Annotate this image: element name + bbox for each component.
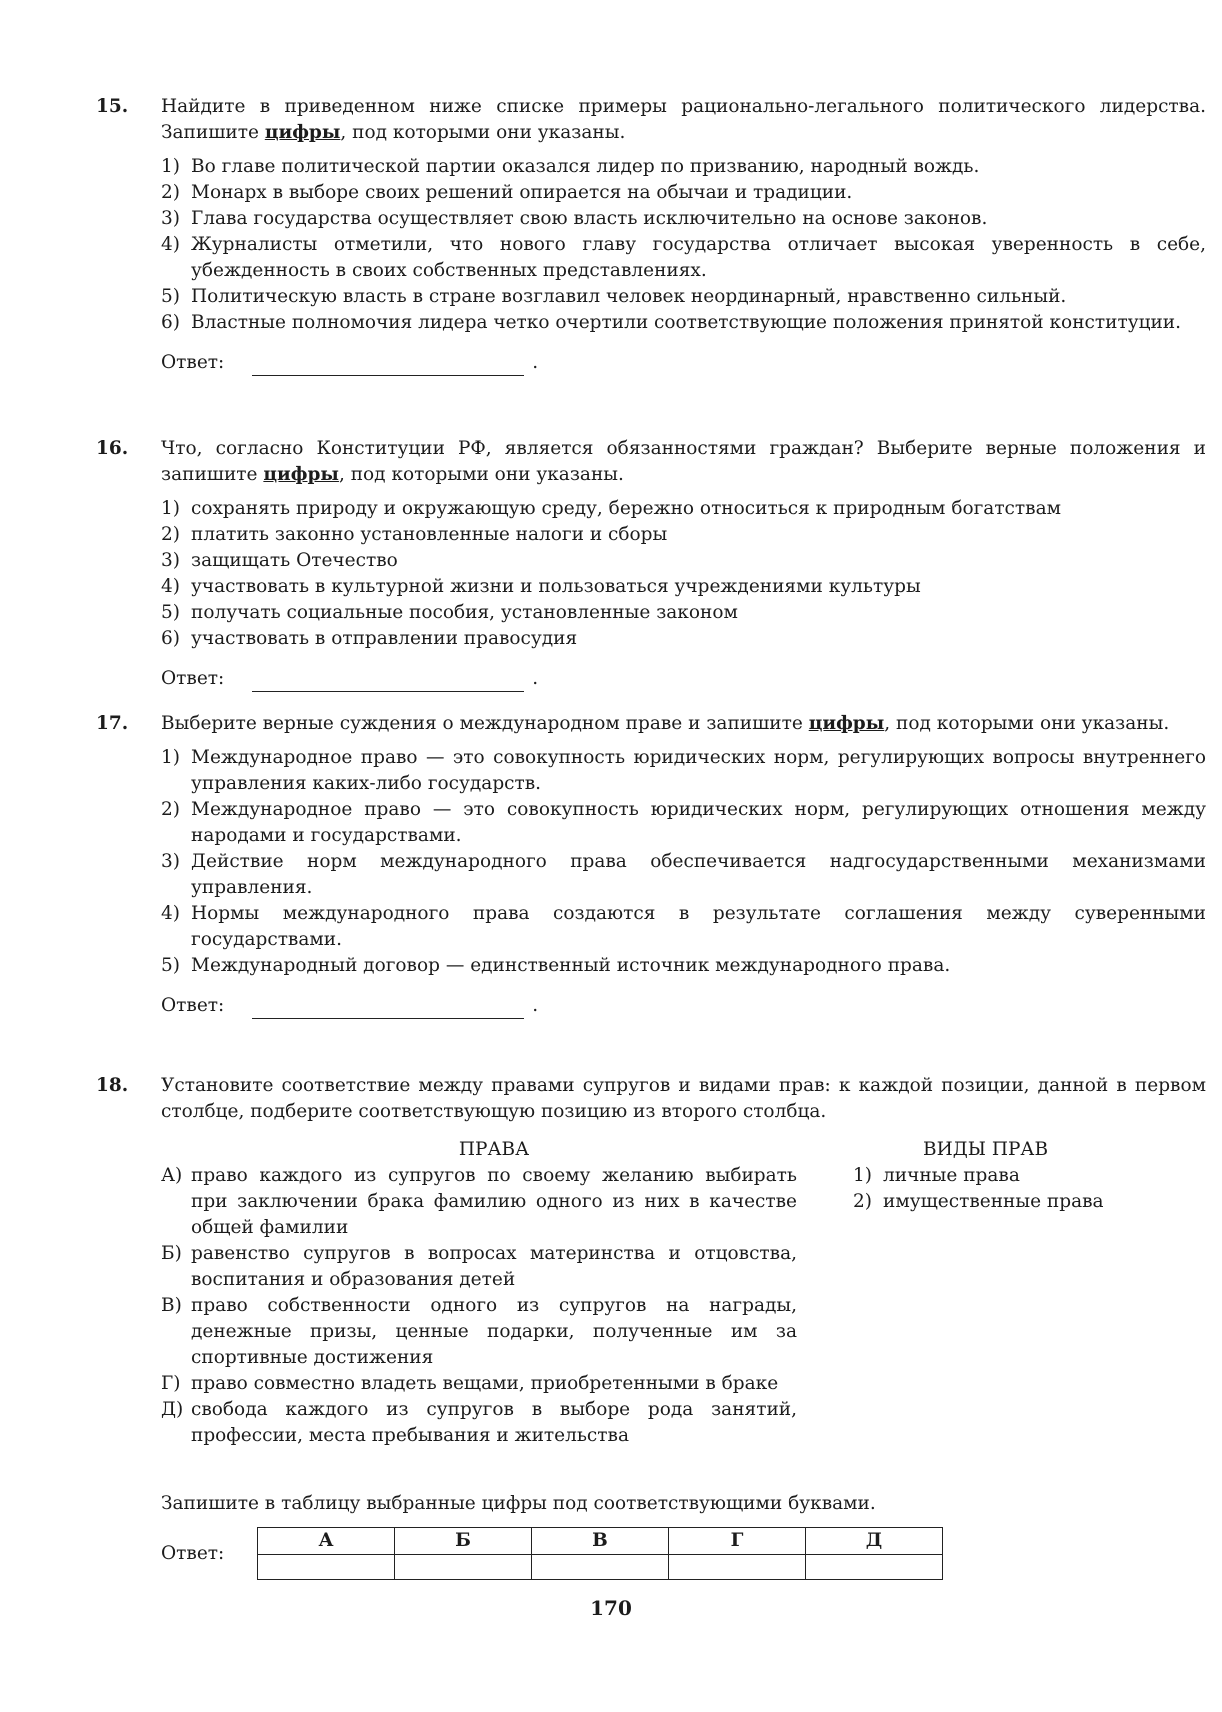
page-number: 170: [590, 1596, 632, 1620]
option-item: 5) Политическую власть в стране возглавил человек неординарный, нравственно сильный.: [161, 286, 1067, 307]
table-header-cell: Г: [669, 1528, 806, 1555]
task-number: 15.: [96, 96, 129, 117]
answer-label: Ответ:: [161, 352, 225, 373]
matching-columns: [161, 1137, 1206, 1483]
table-instruction: Запишите в таблицу выбранные цифры под соответствующими буквами.: [161, 1493, 876, 1514]
table-answer-cell[interactable]: [395, 1555, 532, 1580]
answer-field[interactable]: [252, 998, 524, 1019]
answer-row: Ответ: .: [161, 350, 1206, 376]
answer-row: Ответ: .: [161, 666, 1206, 692]
emphasis-digits: цифры: [264, 122, 341, 143]
options-list: [161, 154, 1206, 336]
rights-types-column: [853, 1137, 1183, 1215]
option-item: 6) Властные полномочия лидера четко очертили соответствующие положения принятой конституции.: [161, 312, 1182, 333]
option-item: 3) Действие норм международного права обеспечивается надгосударственными механизмами управления.: [161, 851, 1206, 898]
task-question: Что, согласно Конституции РФ, является обязанностями граждан? Выберите верные положения и запишите цифры, под которыми они указаны.: [161, 438, 1206, 485]
emphasis-digits: цифры: [263, 464, 339, 485]
table-answer-cell[interactable]: [669, 1555, 806, 1580]
right-item: В) право собственности одного из супругов на награды, денежные призы, ценные подарки, полученные им за спортивные достижения: [161, 1295, 797, 1368]
task-15: [96, 94, 1206, 376]
table-answer-row: [258, 1555, 943, 1580]
table-header-cell: В: [532, 1528, 669, 1555]
option-item: 4) участвовать в культурной жизни и пользоваться учреждениями культуры: [161, 576, 921, 597]
option-item: 2) Монарх в выборе своих решений опирается на обычаи и традиции.: [161, 182, 853, 203]
table-answer-cell[interactable]: [258, 1555, 395, 1580]
column-heading: ПРАВА: [458, 1139, 530, 1160]
column-heading: ВИДЫ ПРАВ: [923, 1139, 1049, 1160]
option-item: 4) Журналисты отметили, что нового главу государства отличает высокая уверенность в себе, убежденность в своих собственных представлениях.: [161, 234, 1206, 281]
emphasis-digits: цифры: [808, 713, 885, 734]
task-number: 16.: [96, 438, 129, 459]
task-16: [96, 436, 1206, 692]
option-item: 6) участвовать в отправлении правосудия: [161, 628, 578, 649]
right-item: А) право каждого из супругов по своему желанию выбирать при заключении брака фамилию одного из них в качестве общей фамилии: [161, 1165, 797, 1238]
option-item: 2) платить законно установленные налоги и сборы: [161, 524, 668, 545]
task-18: [96, 1073, 1206, 1580]
options-list: [161, 745, 1206, 979]
option-item: 5) получать социальные пособия, установленные законом: [161, 602, 738, 623]
rights-types-list: [853, 1163, 1183, 1215]
task-question: Установите соответствие между правами супругов и видами прав: к каждой позиции, данной в первом столбце, подберите соответствующую позицию из второго столбца.: [161, 1075, 1206, 1122]
answer-table: [257, 1527, 943, 1580]
option-item: 4) Нормы международного права создаются в результате соглашения между суверенными государствами.: [161, 903, 1206, 950]
option-item: 5) Международный договор — единственный источник международного права.: [161, 955, 951, 976]
option-item: 1) Международное право — это совокупность юридических норм, регулирующих вопросы внутреннего управления каких-либо государств.: [161, 747, 1206, 794]
task-17: [96, 711, 1206, 1019]
table-answer-cell[interactable]: [806, 1555, 943, 1580]
answer-field[interactable]: [252, 355, 524, 376]
rights-list: [161, 1163, 797, 1449]
answer-row: Ответ: .: [161, 993, 1206, 1019]
task-number: 17.: [96, 713, 129, 734]
option-item: 3) Глава государства осуществляет свою власть исключительно на основе законов.: [161, 208, 988, 229]
table-header-cell: Б: [395, 1528, 532, 1555]
right-item: Д) свобода каждого из супругов в выборе рода занятий, профессии, места пребывания и жительства: [161, 1399, 797, 1446]
rights-column: [161, 1137, 797, 1449]
option-item: 1) сохранять природу и окружающую среду, бережно относиться к природным богатствам: [161, 498, 1061, 519]
table-answer-cell[interactable]: [532, 1555, 669, 1580]
option-item: 3) защищать Отечество: [161, 550, 398, 571]
answer-field[interactable]: [252, 671, 524, 692]
answer-label: Ответ:: [161, 1542, 225, 1564]
option-item: 2) Международное право — это совокупность юридических норм, регулирующих отношения между народами и государствами.: [161, 799, 1206, 846]
task-number: 18.: [96, 1075, 129, 1096]
table-header-cell: Д: [806, 1528, 943, 1555]
options-list: [161, 496, 1206, 652]
right-item: Г) право совместно владеть вещами, приобретенными в браке: [161, 1373, 779, 1394]
task-question: Найдите в приведенном ниже списке примеры рационально-легального политического лидерства. Запишите цифры, под которыми они указаны.: [161, 96, 1206, 143]
task-question: Выберите верные суждения о международном праве и запишите цифры, под которыми они указаны.: [161, 713, 1170, 734]
answer-label: Ответ:: [161, 995, 225, 1016]
type-item: 2) имущественные права: [853, 1191, 1104, 1212]
answer-table-row: [161, 1527, 1206, 1580]
right-item: Б) равенство супругов в вопросах материнства и отцовства, воспитания и образования детей: [161, 1243, 797, 1290]
table-header-row: [258, 1528, 943, 1555]
table-header-cell: А: [258, 1528, 395, 1555]
option-item: 1) Во главе политической партии оказался лидер по призванию, народный вождь.: [161, 156, 980, 177]
type-item: 1) личные права: [853, 1165, 1020, 1186]
answer-label: Ответ:: [161, 668, 225, 689]
